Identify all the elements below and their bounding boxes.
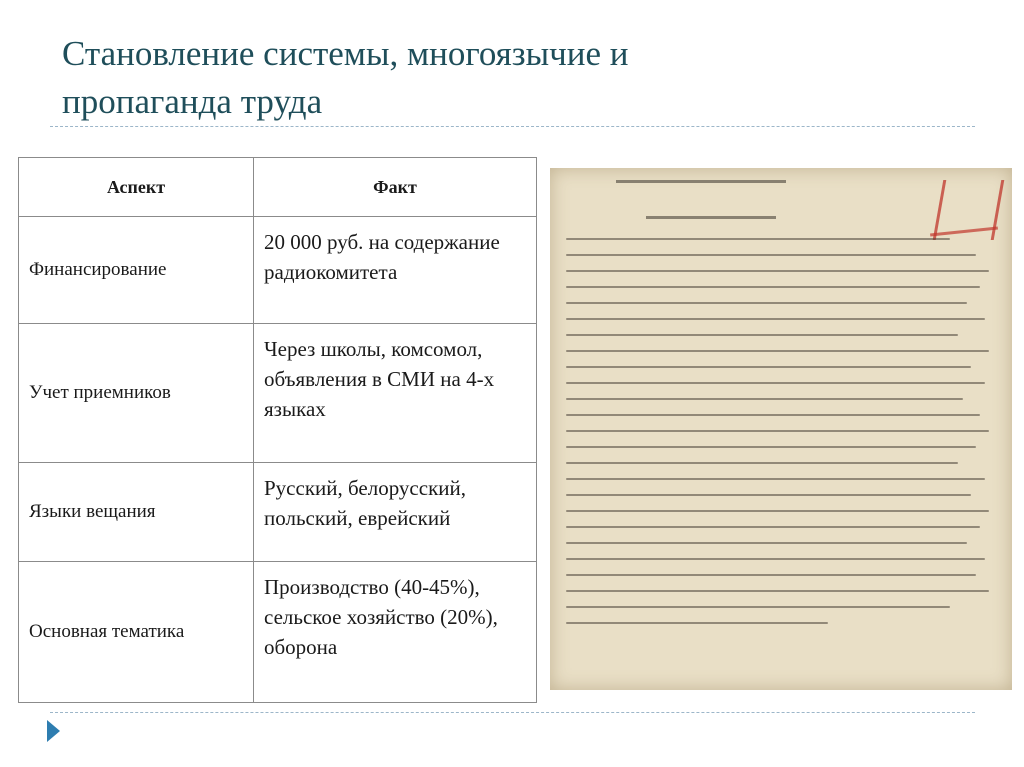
- fact-cell: 20 000 руб. на содержание радиокомитета: [264, 230, 500, 284]
- table-row: [19, 217, 537, 324]
- column-header-fact: Факт: [254, 158, 537, 217]
- document-text-lines: [566, 238, 1002, 638]
- aspect-cell: Учет приемников: [29, 382, 171, 403]
- fact-cell: Русский, белорусский, польский, еврейский: [264, 476, 467, 530]
- fact-cell: Через школы, комсомол, объявления в СМИ на 4-х языках: [264, 337, 495, 421]
- document-subheading: [646, 216, 776, 219]
- table-header-row: [19, 158, 537, 217]
- aspects-table: [18, 157, 537, 703]
- table-row: [19, 463, 537, 562]
- aspect-cell: Языки вещания: [29, 501, 156, 522]
- triangle-arrow-icon: [47, 720, 60, 742]
- aspect-cell: Финансирование: [29, 259, 167, 280]
- title-divider: [50, 126, 975, 127]
- aspect-cell: Основная тематика: [29, 621, 185, 642]
- slide-title: Становление системы, многоязычие и пропаганда труда: [62, 34, 629, 121]
- table-row: [19, 562, 537, 703]
- fact-cell: Производство (40-45%), сельское хозяйство (20%), оборона: [264, 575, 498, 659]
- footer-divider: [50, 712, 975, 713]
- document-heading: [616, 180, 786, 183]
- archival-document-image: [550, 168, 1012, 690]
- table-row: [19, 324, 537, 463]
- column-header-aspect: Аспект: [19, 158, 254, 217]
